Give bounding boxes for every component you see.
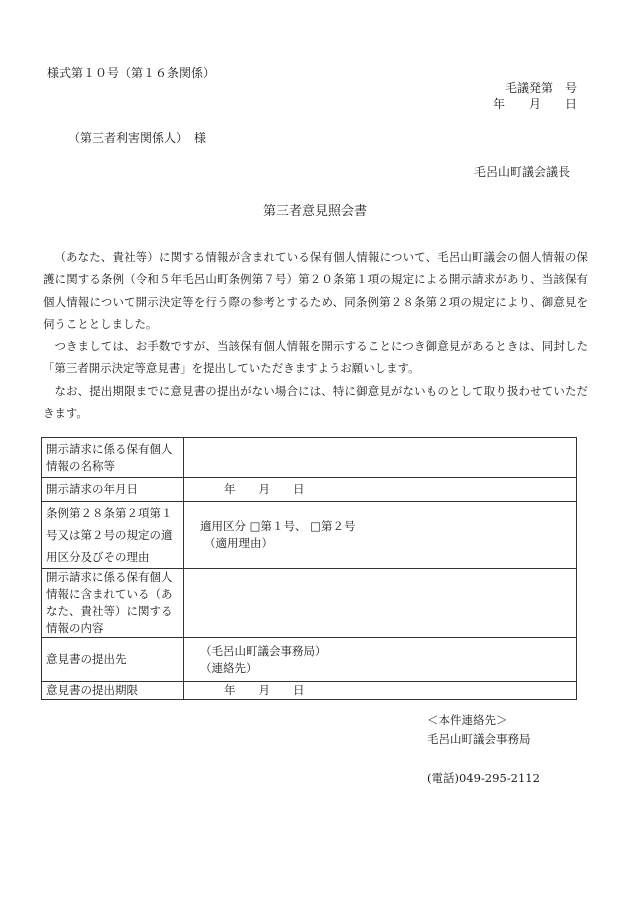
table-row [42, 569, 577, 638]
form-number: 様式第１０号（第１６条関係） [47, 66, 216, 80]
table-row [42, 682, 577, 700]
table-label-document-name: 開示請求に係る保有個人情報の名称等 [42, 438, 184, 478]
sender: 毛呂山町議会議長 [473, 165, 570, 179]
table-row [42, 478, 577, 502]
table-row [42, 502, 577, 569]
contact-block [427, 711, 540, 788]
info-table [41, 437, 577, 700]
table-label-applicable-category: 条例第２８条第２項第１号又は第２号の規定の適用区分及びその理由 [42, 502, 184, 569]
contact-phone: (電話)049-295-2112 [427, 771, 540, 785]
date-day-label: 日 [564, 97, 577, 111]
table-value-document-name [184, 438, 577, 478]
date-year-label: 年 [492, 97, 505, 111]
table-label-request-date: 開示請求の年月日 [42, 478, 184, 502]
contact-heading: ＜本件連絡先＞ [427, 713, 508, 727]
table-value-submission-deadline: 年 月 日 [184, 682, 577, 700]
body-paragraph-2: つきましては、お手数ですが、当該保有個人情報を開示することにつき御意見があるときは、同封した「第三者開示決定等意見書」を提出していただきますようお願いします。 [43, 339, 588, 376]
table-label-information-content: 開示請求に係る保有個人情報に含まれている（あなた、貴社等）に関する情報の内容 [42, 569, 184, 638]
table-value-submission-destination [184, 638, 577, 682]
contact-office: 毛呂山町議会事務局 [427, 732, 531, 746]
destination-office: （毛呂山町議会事務局） [200, 643, 327, 658]
table-row [42, 438, 577, 478]
date-month-label: 月 [528, 97, 541, 111]
table-value-applicable-category [184, 502, 577, 569]
table-value-information-content [184, 569, 577, 638]
applicable-reason-label: （適用理由） [204, 536, 273, 550]
table-row [42, 638, 577, 682]
category-checkboxes: 適用区分 □第１号、 □第２号 [200, 519, 356, 533]
document-title: 第三者意見照会書 [262, 204, 367, 219]
document-date [493, 96, 577, 112]
table-label-submission-destination: 意見書の提出先 [42, 638, 184, 682]
table-value-request-date: 年 月 日 [184, 478, 577, 502]
document-number: 毛議発第 号 [504, 81, 577, 95]
table-label-submission-deadline: 意見書の提出期限 [42, 682, 184, 700]
body-paragraph-1: （あなた、貴社等）に関する情報が含まれている保有個人情報について、毛呂山町議会の個人情報の保護に関する条例（令和５年毛呂山町条例第７号）第２０条第１項の規定による開示請求があり、当該保有個人情報について開示決定等を行う際の参考とするため、同条例第２８条第２項の規定により、御意見を伺うこととしました。 [43, 250, 588, 331]
addressee: （第三者利害関係人） 様 [68, 131, 207, 145]
body-text [43, 246, 588, 424]
body-paragraph-3: なお、提出期限までに意見書の提出がない場合には、特に御意見がないものとして取り扱わせていただきます。 [43, 383, 588, 421]
destination-contact: （連絡先） [200, 660, 258, 675]
